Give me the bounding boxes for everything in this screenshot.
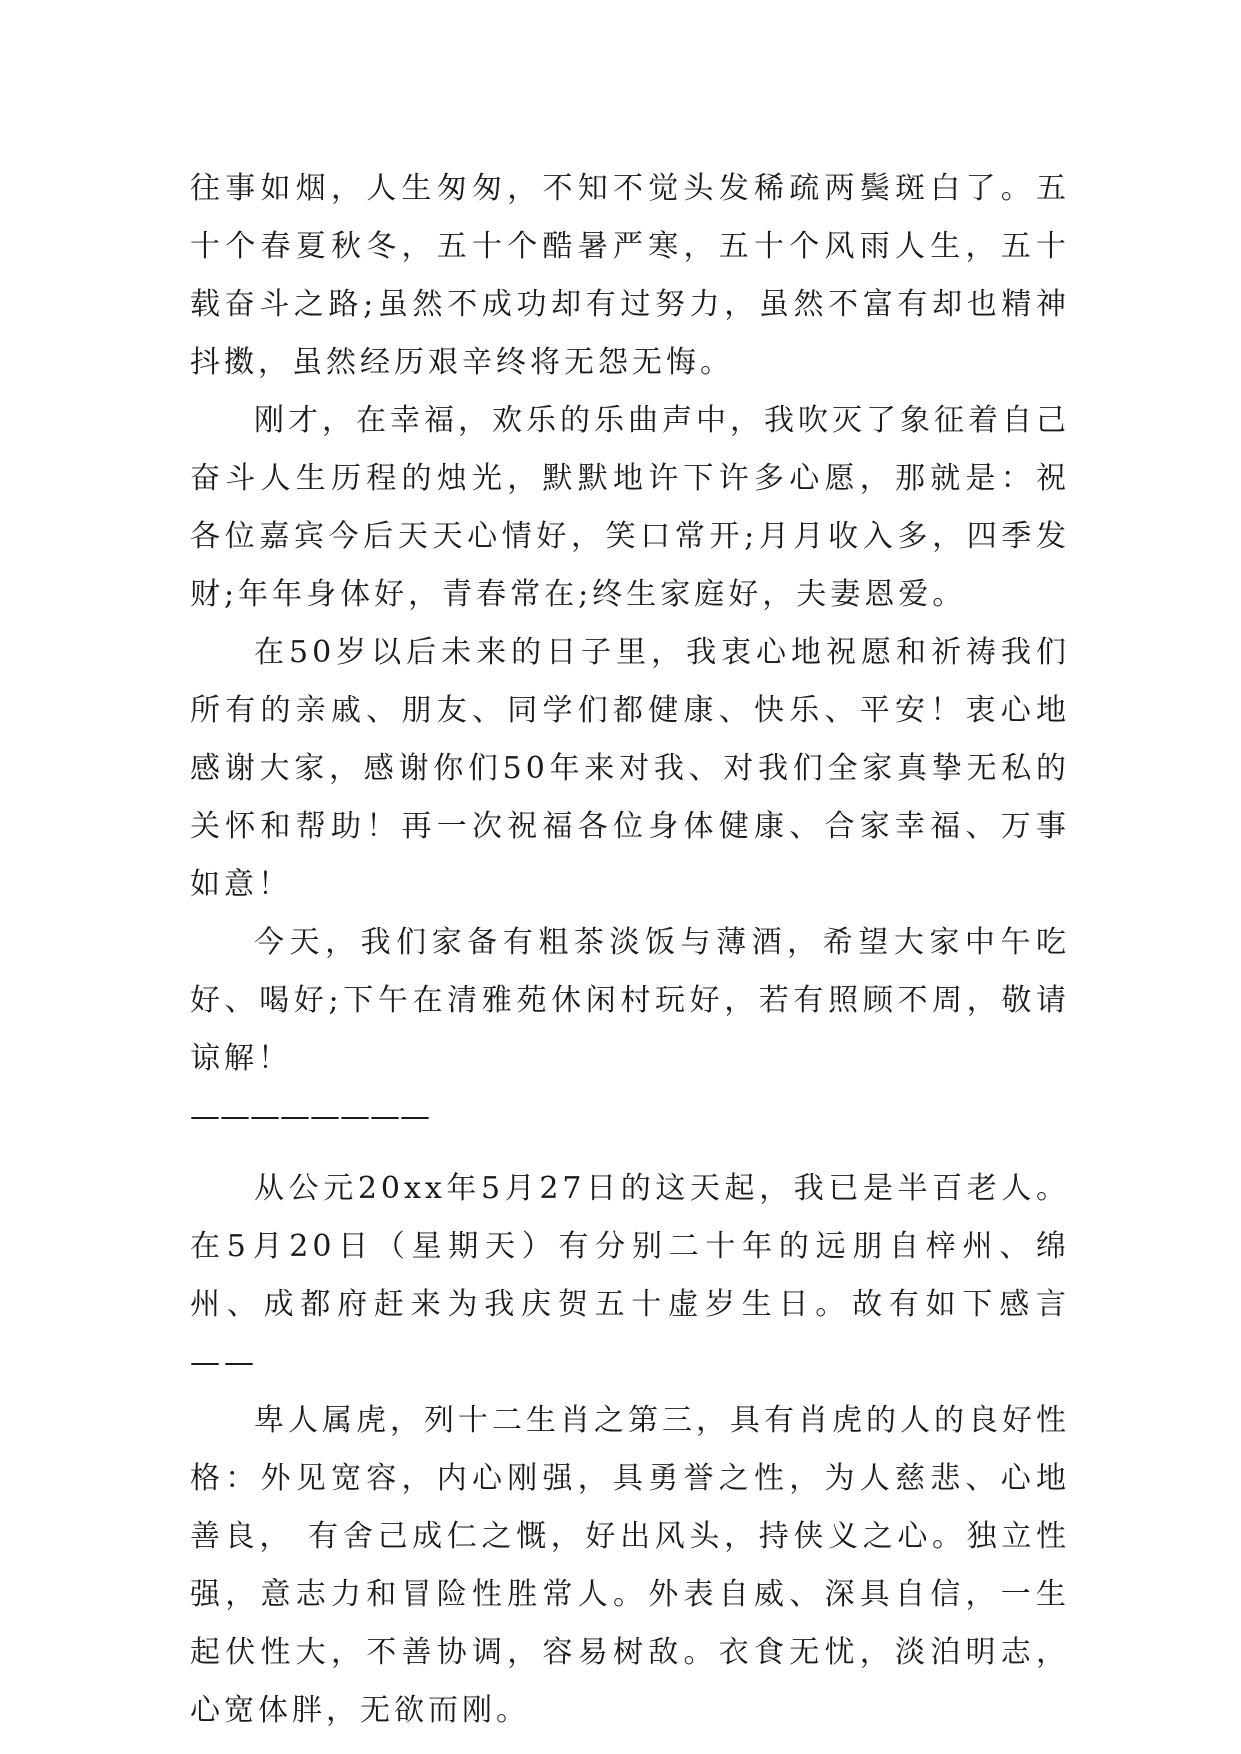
paragraph-invitation: 今天，我们家备有粗茶淡饭与薄酒，希望大家中午吃好、喝好;下午在清雅苑休闲村玩好，若有照顾不周，敬请谅解！: [190, 925, 1070, 1076]
paragraph-tiger-traits: 卑人属虎，列十二生肖之第三，具有肖虎的人的良好性格：外见宽容，内心刚强，具勇誉之性，为人慈悲、心地善良， 有舍己成仁之慨，好出风头，持侠义之心。独立性强，意志力和冒险性胜常人。外表自威、深具自信，一生起伏性大，不善协调，容易树敌。衣食无忧，淡泊明志，心宽体胖，无欲而刚。: [190, 1403, 1070, 1728]
paragraph-wishes: 刚才，在幸福，欢乐的乐曲声中，我吹灭了象征着自己奋斗人生历程的烛光，默默地许下许多心愿，那就是：祝各位嘉宾今后天天心情好，笑口常开;月月收入多，四季发财;年年身体好，青春常在;终生家庭好，夫妻恩爱。: [190, 403, 1070, 612]
paragraph-blessings: 在50岁以后未来的日子里，我衷心地祝愿和祈祷我们所有的亲戚、朋友、同学们都健康、快乐、平安！衷心地感谢大家，感谢你们50年来对我、对我们全家真挚无私的关怀和帮助！再一次祝福各位身体健康、合家幸福、万事如意！: [190, 635, 1070, 902]
document-body: [190, 160, 1070, 1740]
section-divider: ————————: [190, 1099, 430, 1134]
paragraph-intro: 往事如烟，人生匆匆，不知不觉头发稀疏两鬓斑白了。五十个春夏秋冬，五十个酷暑严寒，五十个风雨人生，五十载奋斗之路;虽然不成功却有过努力，虽然不富有却也精神抖擞，虽然经历艰辛终将无怨无悔。: [190, 171, 1070, 380]
paragraph-half-century: 从公元20xx年5月27日的这天起，我已是半百老人。在5月20日（星期天）有分别二十年的远朋自梓州、绵州、成都府赶来为我庆贺五十虚岁生日。故有如下感言——: [190, 1171, 1070, 1380]
